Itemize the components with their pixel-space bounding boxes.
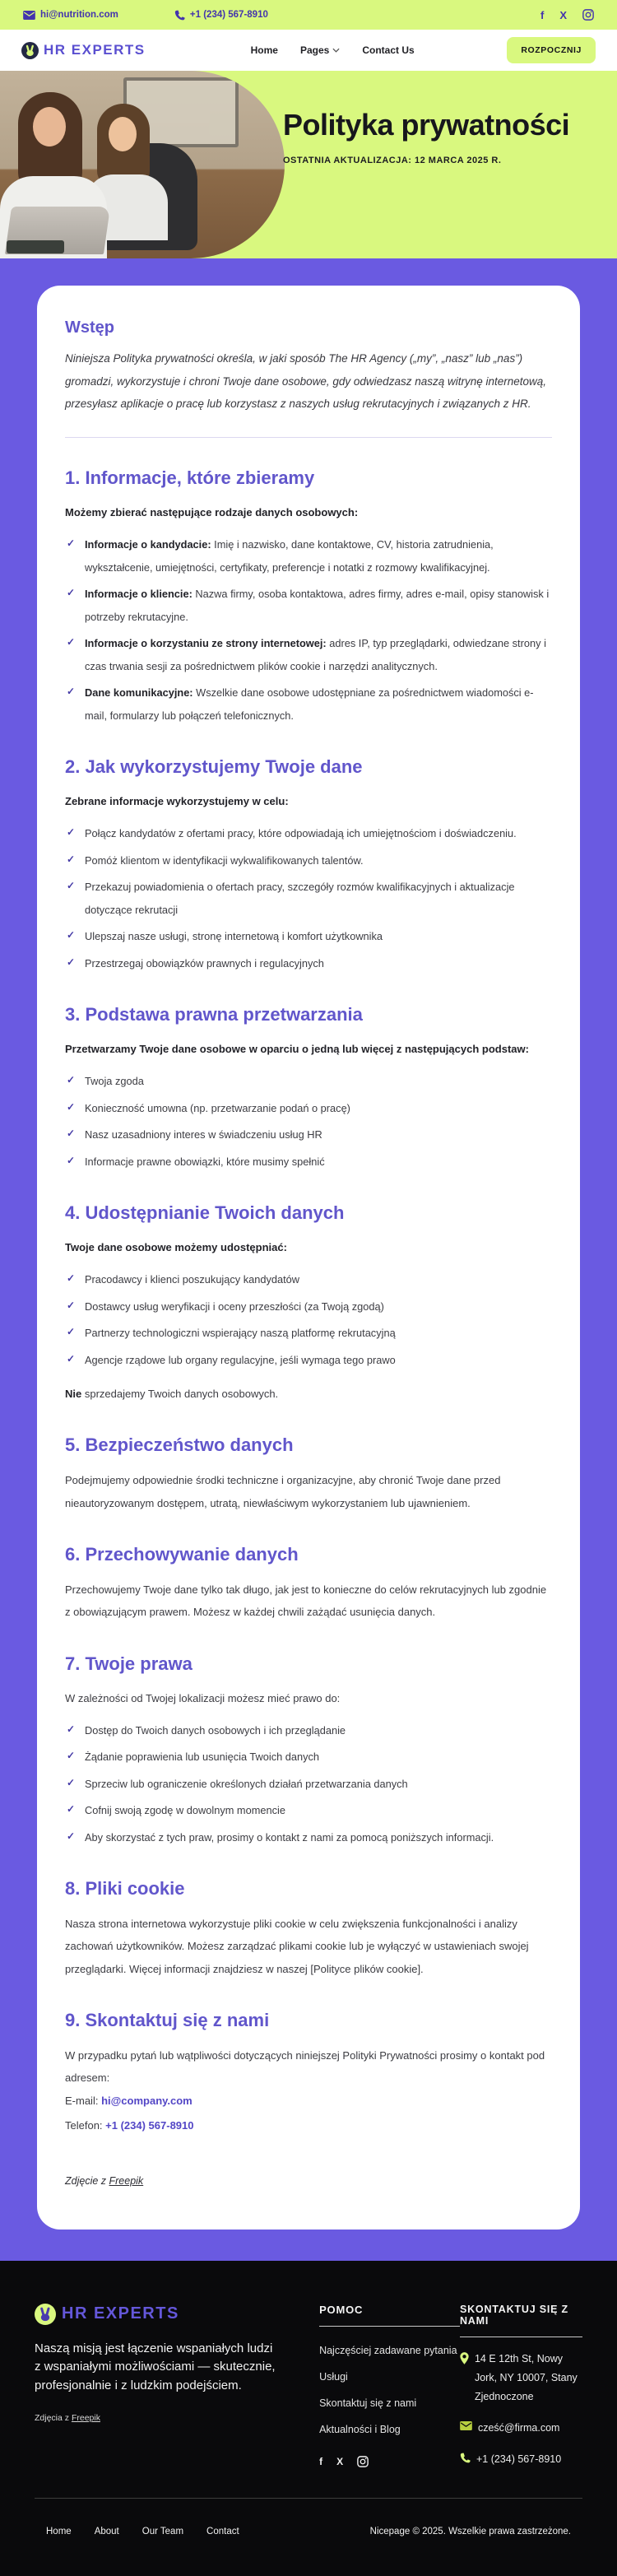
section-9-heading: 9. Skontaktuj się z nami: [65, 2009, 270, 2030]
list-item: ✓ Aby skorzystać z tych praw, prosimy o kontakt z nami za pomocą poniższych informacji.: [65, 1826, 552, 1849]
footer-phone[interactable]: +1 (234) 567-8910: [460, 2450, 582, 2469]
section-3-list: [65, 1070, 552, 1173]
list-item: ✓ Nasz uzasadniony interes w świadczeniu usług HR: [65, 1123, 552, 1146]
list-item: ✓ Pracodawcy i klienci poszukujący kandydatów: [65, 1268, 552, 1291]
contact-title: SKONTAKTUJ SIĘ Z NAMI: [460, 2304, 582, 2337]
site-header: [0, 30, 617, 71]
nav-contact[interactable]: Contact Us: [362, 44, 415, 56]
section-3-heading: 3. Podstawa prawna przetwarzania: [65, 1004, 363, 1025]
footer-address: 14 E 12th St, Nowy Jork, NY 10007, Stany Zjednoczone: [460, 2350, 582, 2406]
section-1-heading: 1. Informacje, które zbieramy: [65, 467, 315, 489]
facebook-icon[interactable]: f: [540, 8, 545, 21]
list-item: ✓ Przekazuj powiadomienia o ofertach pracy, szczegóły rozmów kwalifikacyjnych i aktualizacje dotyczące rekrutacji: [65, 876, 552, 921]
hero-photo: [0, 71, 285, 258]
section-1-lead: Możemy zbierać następujące rodzaje danych osobowych:: [65, 506, 359, 519]
policy-card: [37, 286, 580, 2230]
photo-notebook: [7, 240, 64, 253]
logo[interactable]: [21, 42, 146, 59]
envelope-icon: [23, 11, 35, 20]
footer-link-blog[interactable]: Aktualności i Blog: [319, 2423, 401, 2435]
main-section: [0, 258, 617, 2261]
phone-icon: [460, 2453, 471, 2463]
list-item: ✓ Cofnij swoją zgodę w dowolnym momencie: [65, 1799, 552, 1822]
nav-pages[interactable]: Pages: [300, 44, 340, 56]
list-item: ✓ Żądanie poprawienia lub usunięcia Twoich danych: [65, 1746, 552, 1769]
help-links: [319, 2338, 460, 2443]
list-item: ✓ Dostawcy usług weryfikacji i oceny przeszłości (za Twoją zgodą): [65, 1295, 552, 1318]
footer-contact-column: [460, 2304, 582, 2470]
footer: [0, 2261, 617, 2576]
list-item: ✓ Pomóż klientom w identyfikacji wykwalifikowanych talentów.: [65, 849, 552, 872]
bottom-link-about[interactable]: About: [94, 2526, 119, 2536]
section-4-heading: 4. Udostępnianie Twoich danych: [65, 1202, 345, 1224]
instagram-icon[interactable]: [357, 2456, 369, 2467]
section-8-heading: 8. Pliki cookie: [65, 1878, 185, 1899]
divider: [65, 437, 552, 438]
footer-email[interactable]: cześć@firma.com: [460, 2419, 582, 2438]
freepik-link[interactable]: Freepik: [109, 2174, 144, 2187]
hand-logo-icon: [21, 42, 39, 59]
photo-credit: Zdjęcie z Freepik: [65, 2174, 144, 2187]
section-7-list: [65, 1719, 552, 1849]
facebook-icon[interactable]: f: [319, 2456, 323, 2468]
list-item: ✓ Dostęp do Twoich danych osobowych i ich przeglądanie: [65, 1719, 552, 1742]
phone-icon: [174, 10, 185, 21]
list-item: ✓ Twoja zgoda: [65, 1070, 552, 1093]
section-8-paragraph: Nasza strona internetowa wykorzystuje pliki cookie w celu zwiększenia funkcjonalności i analizy zachowań użytkowników. Możesz zarządzać plikami cookie lub je wyłączyć w ustawieniach swojej przeglądarki. Więcej informacji znajdziesz w naszej [Polityce plików cookie].: [65, 1918, 529, 1975]
help-title: POMOC: [319, 2304, 460, 2327]
section-2-lead: Zebrane informacje wykorzystujemy w celu:: [65, 795, 289, 808]
section-2-list: [65, 822, 552, 974]
section-1-list: [65, 533, 552, 727]
list-item: ✓ Agencje rządowe lub organy regulacyjne, jeśli wymaga tego prawo: [65, 1349, 552, 1372]
footer-link-contact[interactable]: Skontaktuj się z nami: [319, 2397, 417, 2409]
topbar-phone-link[interactable]: [174, 10, 268, 21]
hand-logo-icon: [35, 2304, 56, 2325]
list-item: ✓ Informacje prawne obowiązki, które musimy spełnić: [65, 1151, 552, 1174]
topbar-email-link[interactable]: [23, 10, 118, 20]
footer-help-column: [319, 2304, 460, 2470]
list-item: ✓ Informacje o korzystaniu ze strony internetowej: adres IP, typ przeglądarki, odwiedzane strony i czas trwania sesji za pośrednictwem plików cookie i narzędzi analitycznych.: [65, 632, 552, 677]
section-9-paragraph: W przypadku pytań lub wątpliwości dotyczących niniejszej Polityki Prywatności prosimy o kontakt pod adresem:: [65, 2048, 545, 2085]
envelope-icon: [460, 2421, 472, 2430]
list-item: ✓ Konieczność umowna (np. przetwarzanie podań o pracę): [65, 1097, 552, 1120]
x-icon[interactable]: X: [559, 8, 567, 21]
footer-brand-column: [35, 2304, 276, 2470]
footer-bottom-bar: [35, 2498, 582, 2576]
footer-socials: [319, 2456, 460, 2467]
section-6-heading: 6. Przechowywanie danych: [65, 1543, 299, 1565]
footer-link-faq[interactable]: Najczęściej zadawane pytania: [319, 2344, 457, 2356]
section-5-paragraph: Podejmujemy odpowiednie środki techniczne i organizacyjne, aby chronić Twoje dane przed nieautoryzowanym dostępem, utratą, niewłaściwym wykorzystaniem lub ujawnieniem.: [65, 1474, 501, 1509]
list-item: ✓ Dane komunikacyjne: Wszelkie dane osobowe udostępniane za pośrednictwem wiadomości e-mail, formularzy lub połączeń telefonicznych.: [65, 681, 552, 727]
topbar-socials: [540, 9, 594, 21]
nav-home[interactable]: Home: [250, 44, 278, 56]
list-item: ✓ Partnerzy technologiczni wspierający naszą platformę rekrutacyjną: [65, 1322, 552, 1345]
x-icon[interactable]: X: [336, 2456, 344, 2468]
intro-paragraph: Niniejsza Polityka prywatności określa, w jaki sposób The HR Agency („my”, „nasz” lub „nas”) gromadzi, wykorzystuje i chroni Twoje dane osobowe, gdy odwiedzasz naszą witrynę internetową, przesyłasz aplikacje o pracę lub korzystasz z naszych usług rekrutacyjnych i związanych z HR.: [65, 352, 547, 411]
main-nav: [251, 44, 415, 56]
instagram-icon[interactable]: [582, 9, 594, 21]
list-item: ✓ Przestrzegaj obowiązków prawnych i regulacyjnych: [65, 952, 552, 975]
section-4-lead: Twoje dane osobowe możemy udostępniać:: [65, 1241, 287, 1254]
section-2-heading: 2. Jak wykorzystujemy Twoje dane: [65, 756, 363, 778]
intro-heading: Wstęp: [65, 319, 114, 337]
list-item: ✓ Ulepszaj nasze usługi, stronę internetową i komfort użytkownika: [65, 925, 552, 948]
last-updated: OSTATNIA AKTUALIZACJA: 12 MARCA 2025 R.: [283, 156, 502, 166]
section-6-paragraph: Przechowujemy Twoje dane tylko tak długo, jak jest to konieczne do celów rekrutacyjnych lub zgodnie z obowiązującym prawem. Możesz w każdej chwili zażądać usunięcia danych.: [65, 1583, 547, 1619]
footer-photo-credit: Zdjęcia z Freepik: [35, 2413, 100, 2424]
freepik-link[interactable]: Freepik: [71, 2413, 100, 2424]
copyright: Nicepage © 2025. Wszelkie prawa zastrzeżone.: [369, 2526, 571, 2536]
bottom-link-home[interactable]: Home: [46, 2526, 72, 2536]
chevron-down-icon: [332, 48, 340, 53]
footer-mission: Naszą misją jest łączenie wspaniałych ludzi z wspaniałymi możliwościami — skutecznie, profesjonalnie i z ludzkim podejściem.: [35, 2341, 276, 2392]
footer-logo[interactable]: [35, 2304, 276, 2325]
bottom-link-contact[interactable]: Contact: [206, 2526, 239, 2536]
list-item: ✓ Informacje o kandydacie: Imię i nazwisko, dane kontaktowe, CV, historia zatrudnienia, wykształcenie, umiejętności, certyfikaty, preferencje i notatki z rozmowy kwalifikacyjnej.: [65, 533, 552, 579]
brand-name: HR EXPERTS: [44, 42, 146, 58]
hero-section: [0, 71, 617, 258]
section-4-list: [65, 1268, 552, 1371]
section-7-lead: W zależności od Twojej lokalizacji możesz mieć prawo do:: [65, 1691, 341, 1704]
topbar: [0, 0, 617, 30]
section-3-lead: Przetwarzamy Twoje dane osobowe w oparciu o jedną lub więcej z następujących podstaw:: [65, 1043, 529, 1056]
footer-bottom-links: [46, 2527, 239, 2536]
section-7-heading: 7. Twoje prawa: [65, 1653, 193, 1674]
location-pin-icon: [460, 2352, 469, 2364]
topbar-email: hi@nutrition.com: [40, 10, 118, 20]
page-title: Polityka prywatności: [283, 108, 570, 142]
footer-brand-name: HR EXPERTS: [62, 2304, 179, 2323]
rozpocznij-button[interactable]: ROZPOCZNIJ: [507, 37, 596, 63]
bottom-link-our-team[interactable]: Our Team: [141, 2526, 184, 2536]
contact-phone-line: Telefon: +1 (234) 567-8910: [65, 2118, 194, 2132]
email-link[interactable]: hi@company.com: [101, 2095, 193, 2108]
section-5-heading: 5. Bezpieczeństwo danych: [65, 1434, 294, 1456]
list-item: ✓ Informacje o kliencie: Nazwa firmy, osoba kontaktowa, adres firmy, adres e-mail, opisy stanowisk i potrzeby rekrutacyjne.: [65, 583, 552, 628]
phone-link[interactable]: +1 (234) 567-8910: [105, 2118, 194, 2132]
contact-email-line: E-mail: hi@company.com: [65, 2095, 193, 2108]
no-sell-note: Nie sprzedajemy Twoich danych osobowych.: [65, 1388, 279, 1401]
list-item: ✓ Sprzeciw lub ograniczenie określonych działań przetwarzania danych: [65, 1773, 552, 1796]
list-item: ✓ Połącz kandydatów z ofertami pracy, które odpowiadają ich umiejętnościom i doświadczeniu.: [65, 822, 552, 845]
footer-link-services[interactable]: Usługi: [319, 2370, 348, 2383]
topbar-phone: +1 (234) 567-8910: [189, 10, 268, 20]
